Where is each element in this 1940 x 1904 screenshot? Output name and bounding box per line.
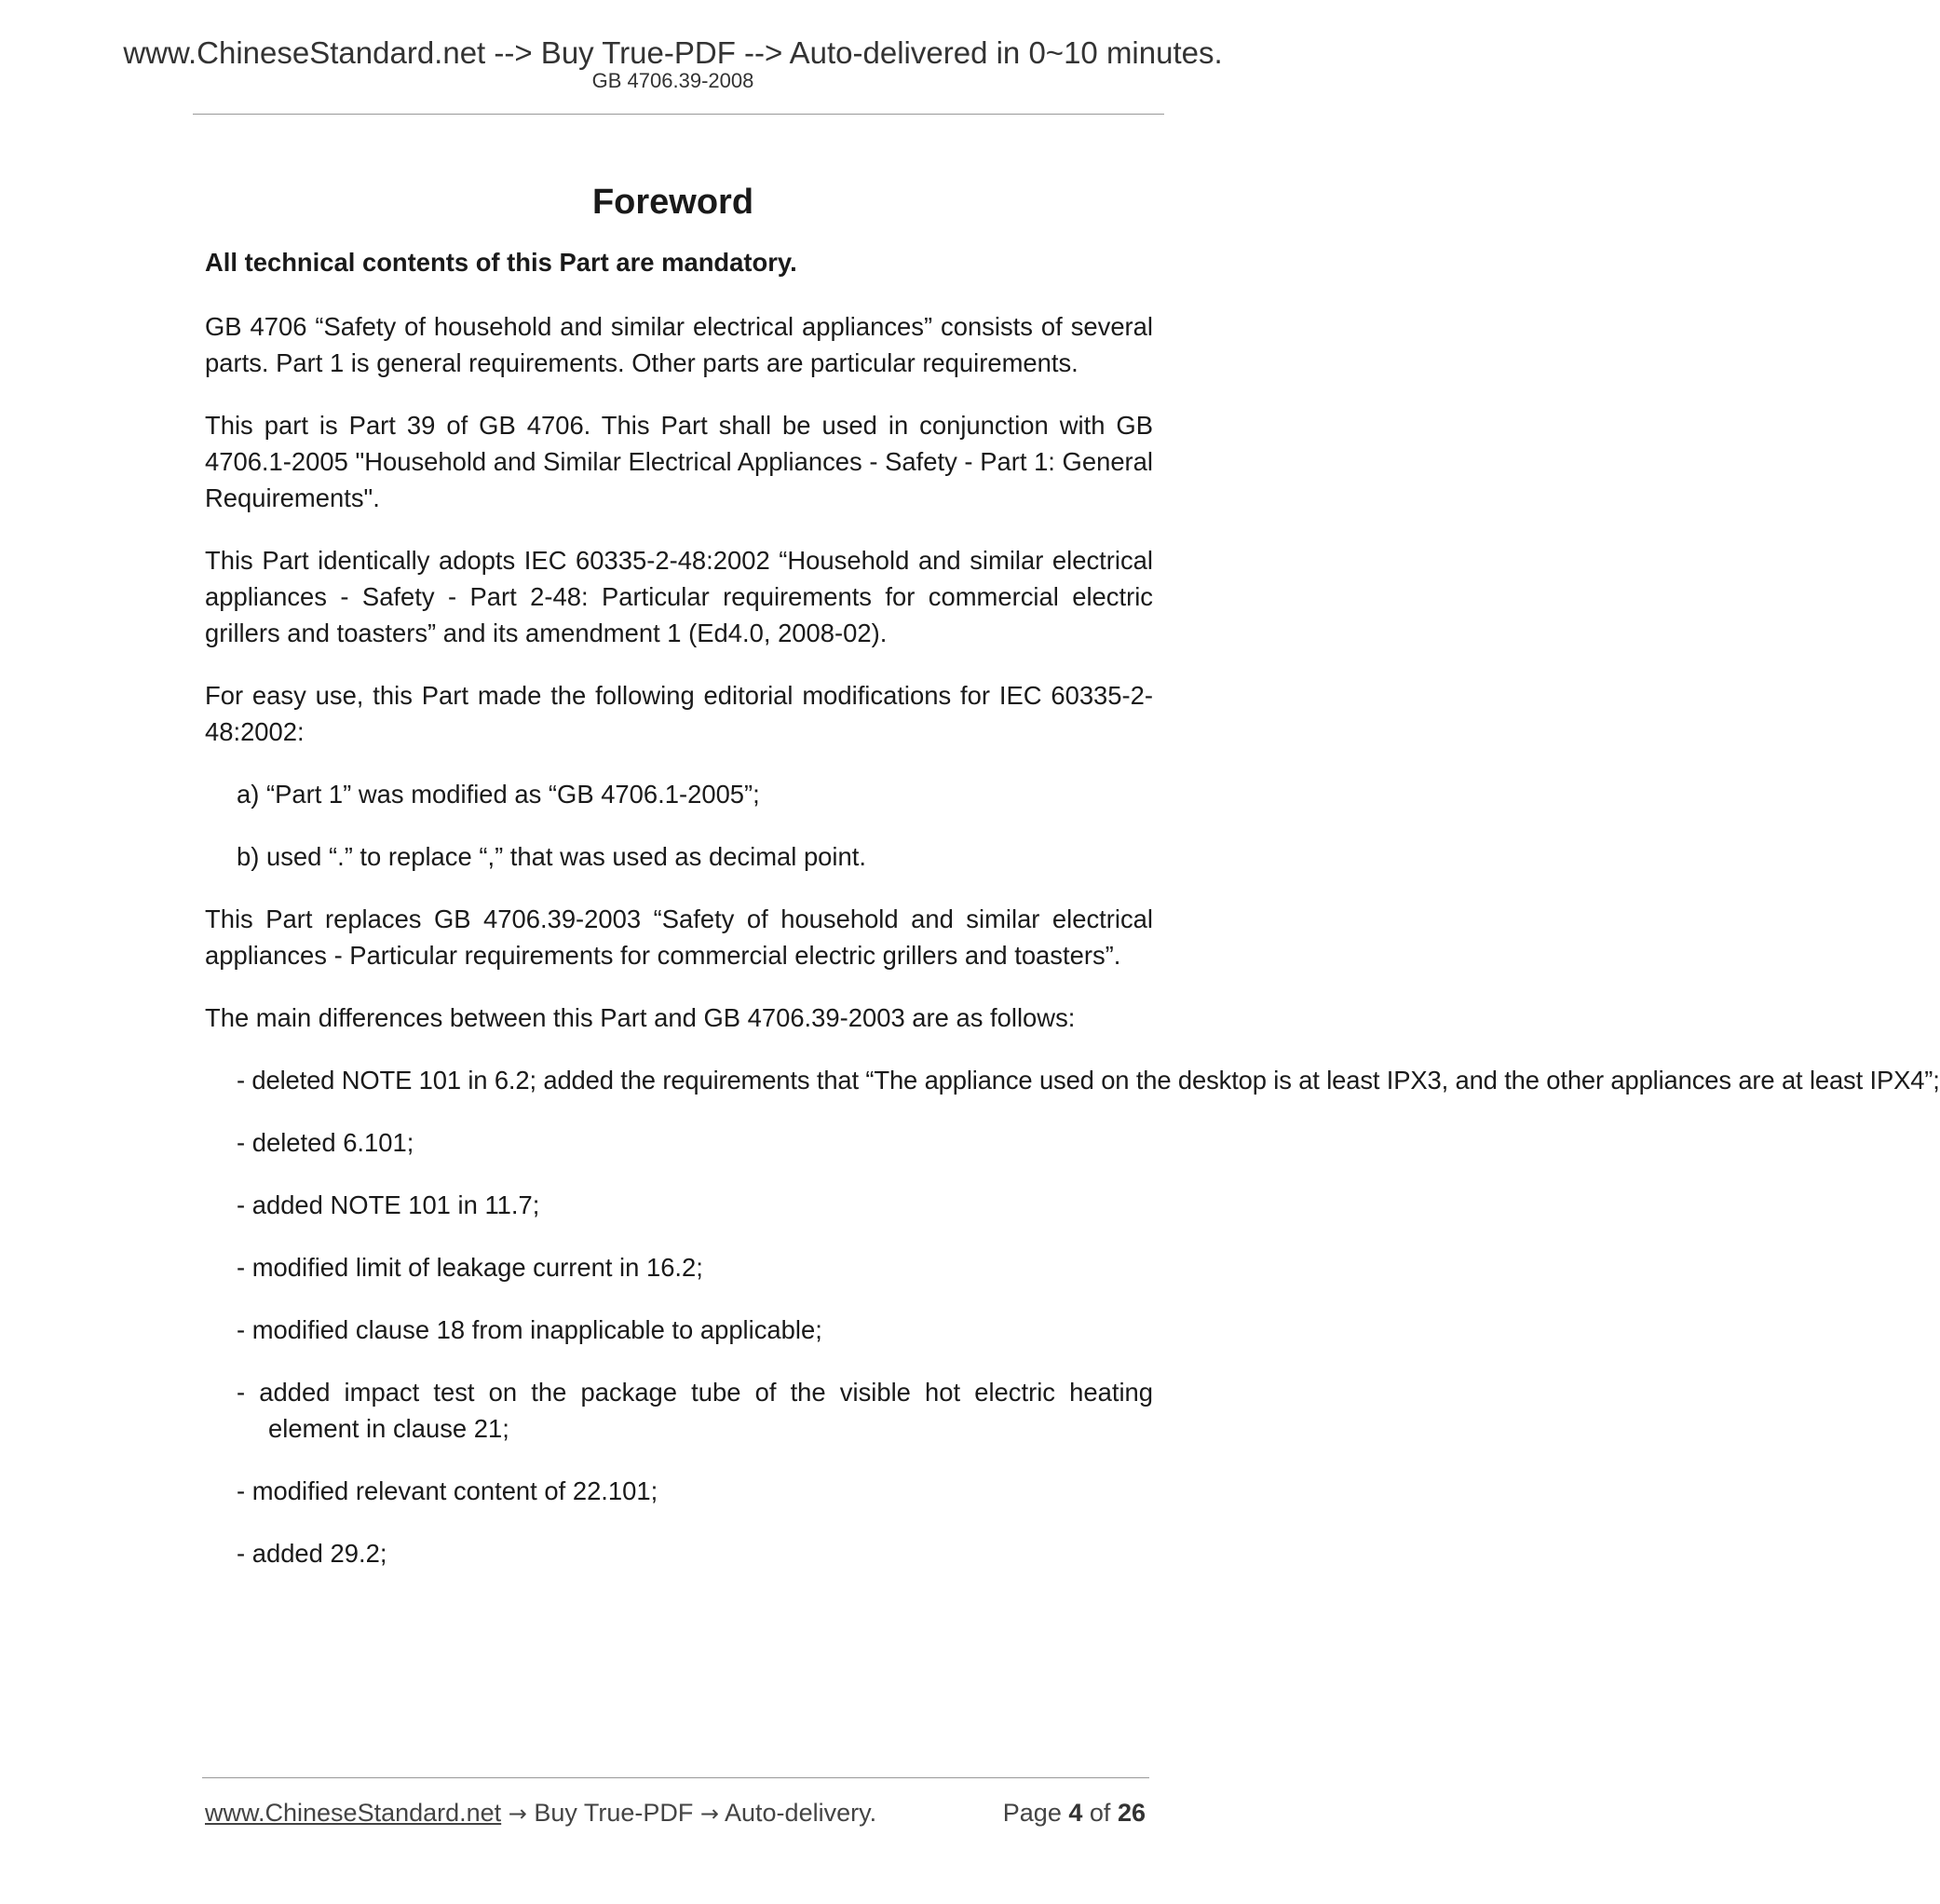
mandatory-statement: All technical contents of this Part are mandatory. (205, 248, 797, 277)
footer-site-link[interactable]: www.ChineseStandard.net (205, 1799, 502, 1827)
paragraph-replaces: This Part replaces GB 4706.39-2003 “Safety of household and similar electrical appliances - Particular requirements for commercial electric grillers and toasters”. (205, 904, 1153, 970)
footer-buy-text: Buy True-PDF (534, 1799, 694, 1827)
difference-item: - modified limit of leakage current in 16.2; (237, 1253, 703, 1282)
paragraph-differences-intro: The main differences between this Part and GB 4706.39-2003 are as follows: (205, 1003, 1076, 1032)
arrow-right-icon: → (699, 1801, 719, 1827)
footer-divider (202, 1777, 1149, 1778)
paragraph-editorial: For easy use, this Part made the following editorial modifications for IEC 60335-2-48:2002: (205, 681, 1153, 746)
difference-item: - deleted NOTE 101 in 6.2; added the requirements that “The appliance used on the desktop is at least IPX3, and the other appliances are at least IPX4”; (237, 1066, 1940, 1095)
footer-delivery-text: Auto-delivery. (725, 1799, 877, 1827)
paragraph-adoption: This Part identically adopts IEC 60335-2-48:2002 “Household and similar electrical appliances - Safety - Part 2-48: Particular requirements for commercial electric grillers and toasters” and its amendment 1 (Ed4.0, 2008-02). (205, 546, 1153, 647)
difference-item: - modified relevant content of 22.101; (237, 1476, 658, 1505)
footer (205, 1798, 1146, 1828)
paragraph-part-39: This part is Part 39 of GB 4706. This Part shall be used in conjunction with GB 4706.1-2005 "Household and Similar Electrical Appliances - Safety - Part 1: General Requirements". (205, 411, 1153, 512)
difference-item: - added impact test on the package tube of the visible hot electric heating element in clause 21; (237, 1378, 1153, 1443)
page-label: Page (1002, 1799, 1062, 1827)
difference-item: - deleted 6.101; (237, 1128, 414, 1157)
modification-item-b: b) used “.” to replace “,” that was used as decimal point. (237, 842, 866, 871)
page-number: 4 (1068, 1799, 1083, 1827)
difference-item: - added NOTE 101 in 11.7; (237, 1190, 540, 1219)
document-body (205, 244, 1940, 1598)
arrow-right-icon: → (508, 1801, 527, 1827)
document-code: GB 4706.39-2008 (591, 69, 754, 92)
page-title: Foreword (591, 183, 754, 223)
page-indicator (1003, 1798, 1146, 1828)
modification-item-a: a) “Part 1” was modified as “GB 4706.1-2005”; (237, 780, 760, 809)
header-divider (193, 114, 1164, 115)
paragraph-parts: GB 4706 “Safety of household and similar electrical appliances” consists of several parts. Part 1 is general requirements. Other parts are particular requirements. (205, 312, 1153, 377)
page-total: 26 (1117, 1799, 1146, 1827)
difference-item: - modified clause 18 from inapplicable to applicable; (237, 1315, 822, 1344)
difference-item: - added 29.2; (237, 1539, 387, 1568)
of-label: of (1089, 1799, 1111, 1827)
top-banner[interactable]: www.ChineseStandard.net --> Buy True-PDF --> Auto-delivered in 0~10 minutes. (123, 35, 1223, 70)
